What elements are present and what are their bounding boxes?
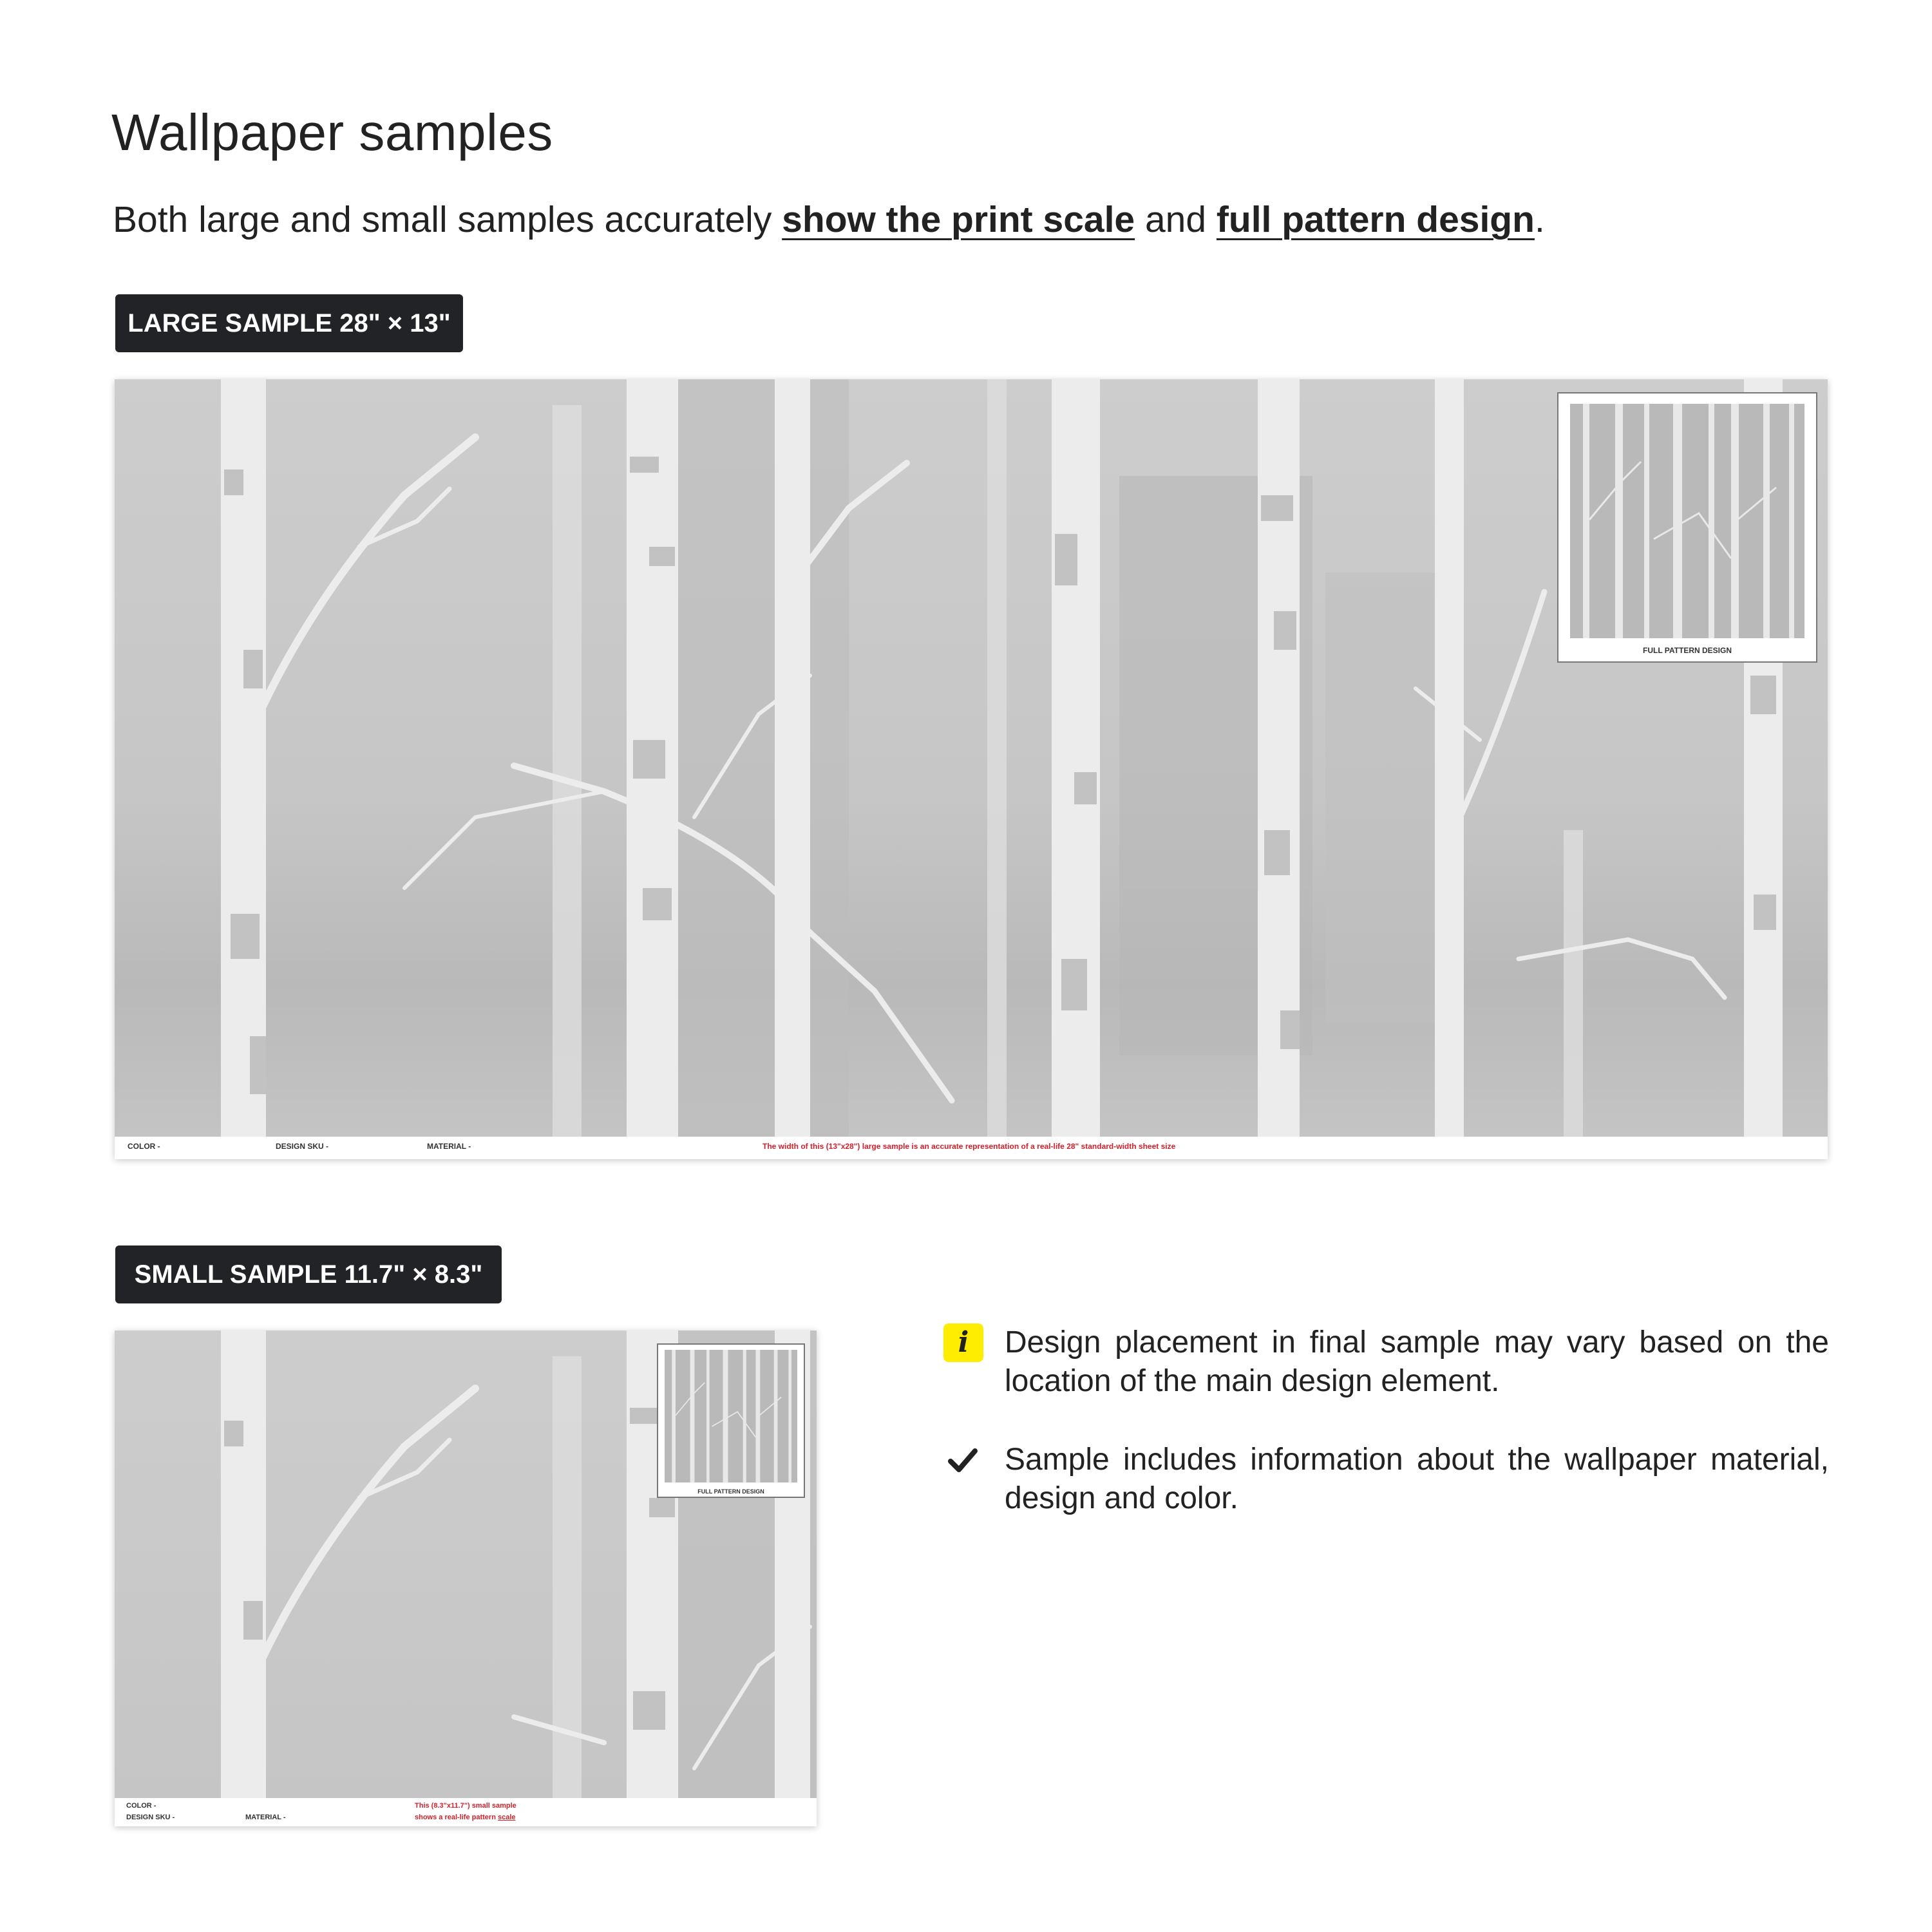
design-sku-label: DESIGN SKU - [126,1814,175,1821]
subtitle-highlight-print-scale: show the print scale [782,199,1135,240]
info-icon: i [943,1323,983,1362]
note-text: Design placement in final sample may vary based on the location of the main design element. [1005,1325,1829,1398]
page-title: Wallpaper samples [111,104,553,161]
color-label: COLOR - [128,1142,160,1151]
note-text: Sample includes information about the wallpaper material, design and color. [1005,1443,1829,1515]
page-subtitle [113,198,1545,241]
small-sample-sheet [115,1331,817,1826]
note-design-placement [943,1323,1829,1401]
full-pattern-thumbnail [665,1350,797,1482]
material-label: MATERIAL - [245,1814,286,1821]
large-sample-sheet [115,379,1828,1159]
note-sample-info [943,1441,1829,1518]
full-pattern-thumbnail [1570,404,1804,638]
small-sample-note-line1: This (8.3"x11.7") small sample [415,1802,516,1810]
material-label: MATERIAL - [427,1142,471,1151]
color-label: COLOR - [126,1802,156,1810]
small-full-pattern-inset [657,1343,805,1498]
subtitle-highlight-full-pattern: full pattern design [1216,199,1535,240]
large-full-pattern-inset [1557,392,1817,663]
subtitle-part1: Both large and small samples accurately [113,199,782,240]
inset-caption: FULL PATTERN DESIGN [697,1488,764,1495]
note-line2-text: shows a real-life pattern [415,1814,498,1821]
small-sample-note-line2 [415,1814,516,1821]
note-line2-scale: scale [497,1814,516,1821]
large-sample-note: The width of this (13"x28") large sample is an accurate representation of a real-life 28" standard-width sheet size [762,1142,1176,1151]
subtitle-part3: . [1534,199,1545,240]
small-sample-badge: SMALL SAMPLE 11.7" × 8.3" [115,1245,502,1303]
subtitle-part2: and [1135,199,1217,240]
large-sample-badge: LARGE SAMPLE 28" × 13" [115,294,463,352]
design-sku-label: DESIGN SKU - [276,1142,329,1151]
inset-caption: FULL PATTERN DESIGN [1643,646,1732,655]
check-icon [947,1446,978,1474]
